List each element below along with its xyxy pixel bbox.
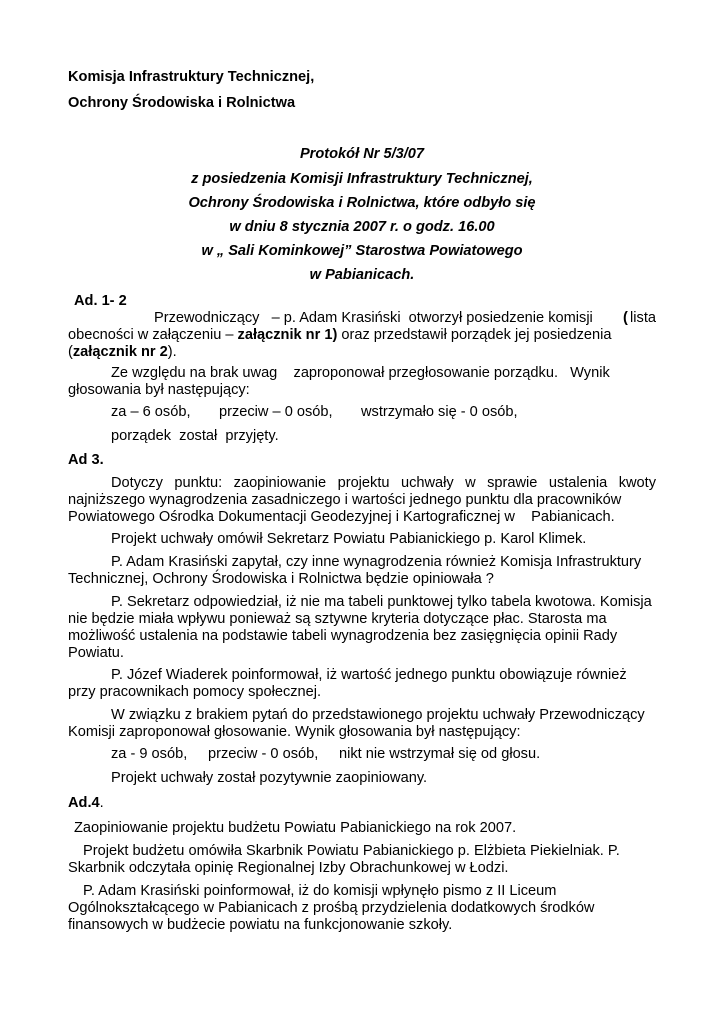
- ad12-vote-przeciw: przeciw – 0 osób,: [219, 404, 333, 420]
- ad12-paren-open: (: [68, 344, 73, 360]
- section-heading-ad4: [68, 794, 104, 812]
- ad12-vote-za: za – 6 osób,: [111, 404, 191, 420]
- ad3-p4-line2: nie będzie miała wpływu ponieważ są sztywne kryteria dotyczące płac. Starosta ma: [68, 611, 607, 627]
- attachment-1-ref: załącznik nr 1): [237, 327, 338, 343]
- title-line-2: z posiedzenia Komisji Infrastruktury Technicznej,: [191, 171, 533, 187]
- ad12-paren-close: ).: [167, 344, 177, 360]
- ad4-p3-line2: Ogólnokształcącego w Pabianicach z prośbą przydzielenia dodatkowych środków: [68, 900, 595, 916]
- title-line-6: w Pabianicach.: [309, 267, 415, 283]
- ad12-result: porządek został przyjęty.: [111, 428, 279, 444]
- header-line-2: Ochrony Środowiska i Rolnictwa: [68, 95, 296, 111]
- ad4-p3-line3: finansowych w budżecie powiatu na funkcjonowanie szkoły.: [68, 917, 453, 933]
- ad3-p2: Projekt uchwały omówił Sekretarz Powiatu Pabianickiego p. Karol Klimek.: [111, 531, 587, 547]
- ad3-vote-abstain: nikt nie wstrzymał się od głosu.: [339, 746, 541, 762]
- ad3-p1-line2: najniższego wynagrodzenia zasadniczego i wartości jednego punktu dla pracowników: [68, 492, 622, 508]
- ad12-p1-line3: [68, 343, 177, 361]
- ad4-p1: Zaopiniowanie projektu budżetu Powiatu Pabianickiego na rok 2007.: [74, 820, 517, 836]
- ad4-p3-line1: P. Adam Krasiński poinformował, iż do komisji wpłynęło pismo z II Liceum: [83, 883, 557, 899]
- ad3-p5-line2: przy pracownikach pomocy społecznej.: [68, 684, 322, 700]
- ad4-p2-line1: Projekt budżetu omówiła Skarbnik Powiatu Pabianickiego p. Elżbieta Piekielniak. P.: [83, 843, 620, 859]
- section-heading-ad3: Ad 3.: [68, 452, 104, 468]
- ad12-p2-line1: Ze względu na brak uwag zaproponował przegłosowanie porządku. Wynik: [111, 365, 610, 381]
- title-line-5: w „ Sali Kominkowej” Starostwa Powiatowego: [201, 243, 523, 259]
- ad12-p1-text-2: obecności w załączeniu –: [68, 327, 238, 343]
- ad3-vote-za: za - 9 osób,: [111, 746, 188, 762]
- ad4-heading-text: Ad.4: [68, 795, 100, 811]
- header-line-1: Komisja Infrastruktury Technicznej,: [68, 69, 315, 85]
- ad4-heading-dot: .: [99, 795, 104, 811]
- ad3-p3-line1: P. Adam Krasiński zapytał, czy inne wynagrodzenia również Komisja Infrastruktury: [111, 554, 642, 570]
- section-heading-ad12: Ad. 1- 2: [74, 293, 127, 309]
- ad12-p1-text-3: oraz przedstawił porządek jej posiedzenia: [337, 327, 612, 343]
- ad12-vote-abstain: wstrzymało się - 0 osób,: [361, 404, 518, 420]
- ad3-p1-line1: Dotyczy punktu: zaopiniowanie projektu uchwały w sprawie ustalenia kwoty: [111, 475, 656, 491]
- ad12-p1-lista: lista: [630, 310, 656, 326]
- ad3-p6-line2: Komisji zaproponował głosowanie. Wynik głosowania był następujący:: [68, 724, 521, 740]
- ad3-result: Projekt uchwały został pozytywnie zaopiniowany.: [111, 770, 428, 786]
- title-line-3: Ochrony Środowiska i Rolnictwa, które odbyło się: [188, 195, 536, 211]
- ad12-p1-line1: [154, 309, 593, 327]
- attachment-2-ref: załącznik nr 2: [72, 344, 168, 360]
- title-line-4: w dniu 8 stycznia 2007 r. o godz. 16.00: [229, 219, 495, 235]
- ad3-p3-line2: Technicznej, Ochrony Środowiska i Rolnictwa będzie opiniowała ?: [68, 571, 494, 587]
- ad3-vote-przeciw: przeciw - 0 osób,: [208, 746, 319, 762]
- ad12-p1-line2: [68, 326, 612, 344]
- ad3-p4-line4: Powiatu.: [68, 645, 124, 661]
- ad3-p4-line1: P. Sekretarz odpowiedział, iż nie ma tabeli punktowej tylko tabela kwotowa. Komisja: [111, 594, 652, 610]
- ad3-p6-line1: W związku z brakiem pytań do przedstawionego projektu uchwały Przewodniczący: [111, 707, 645, 723]
- ad3-p5-line1: P. Józef Wiaderek poinformował, iż wartość jednego punktu obowiązuje również: [111, 667, 627, 683]
- ad3-p1-line3: Powiatowego Ośrodka Dokumentacji Geodezyjnej i Kartograficznej w Pabianicach.: [68, 509, 615, 525]
- ad3-p4-line3: możliwość ustalenia na podstawie tabeli wynagrodzenia bez zasięgnięcia opinii Rady: [68, 628, 618, 644]
- ad12-p1-paren: (: [623, 310, 628, 326]
- protocol-number: Protokół Nr 5/3/07: [299, 146, 425, 162]
- ad12-p2-line2: głosowania był następujący:: [68, 382, 250, 398]
- ad12-p1-text: Przewodniczący – p. Adam Krasiński otworzył posiedzenie komisji: [154, 310, 593, 326]
- ad4-p2-line2: Skarbnik odczytała opinię Regionalnej Izby Obrachunkowej w Łodzi.: [68, 860, 509, 876]
